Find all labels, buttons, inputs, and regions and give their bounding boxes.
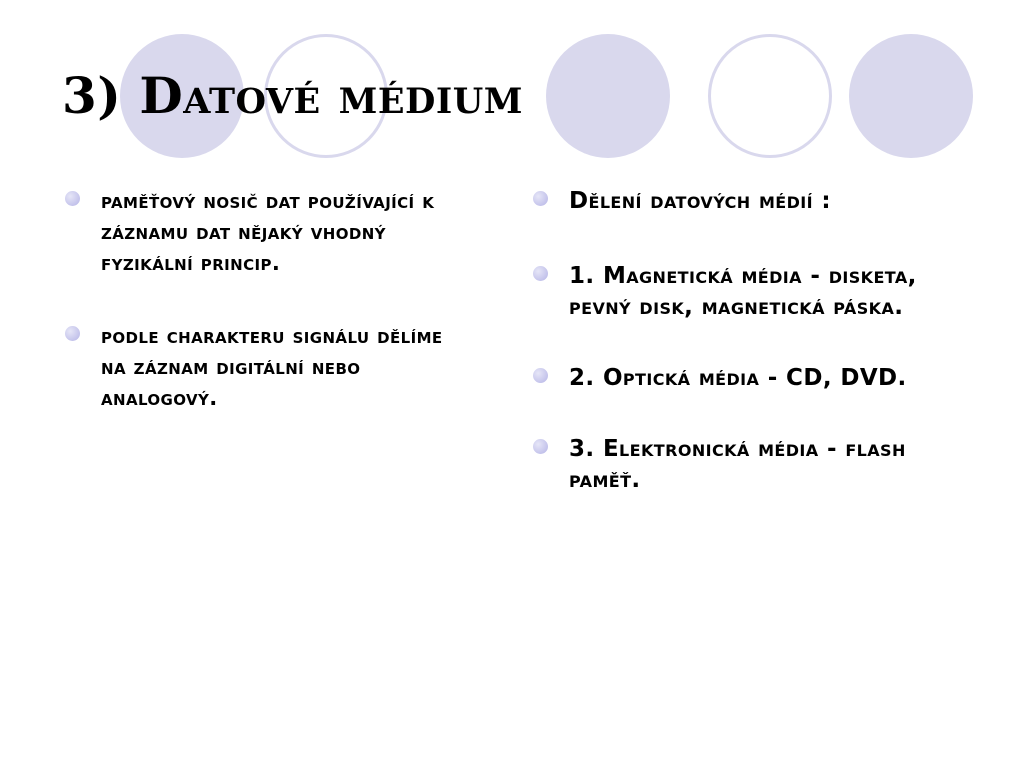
bullet-icon [65,191,80,206]
list-item [532,261,972,323]
list-item-text: 2. Optická média - CD, DVD. [569,365,907,391]
decorative-circle-outline-icon [708,34,832,158]
list-item-text: paměťový nosič dat používající k záznamu dat nějaký vhodný fyzikální princip. [101,189,435,275]
list-item [64,186,464,279]
list-item [532,186,972,217]
bullet-icon [533,266,548,281]
list-item-text: 1. Magnetická média - disketa, pevný disk, magnetická páska. [569,263,917,320]
decorative-circle-icon [849,34,973,158]
list-item-text: podle charakteru signálu dělíme na záznam digitální nebo analogový. [101,324,443,410]
list-item-text: 3. Elektronická média - flash paměť. [569,436,906,493]
list-item [532,434,972,496]
right-bullet-list [532,186,972,536]
bullet-icon [533,191,548,206]
list-item [532,363,972,394]
bullet-icon [65,326,80,341]
decorative-circle-icon [546,34,670,158]
slide-title: 3) Datové médium [62,66,524,125]
left-bullet-list [64,186,464,456]
list-item [64,321,464,414]
list-item-text: Dělení datových médií : [569,188,831,214]
bullet-icon [533,368,548,383]
bullet-icon [533,439,548,454]
